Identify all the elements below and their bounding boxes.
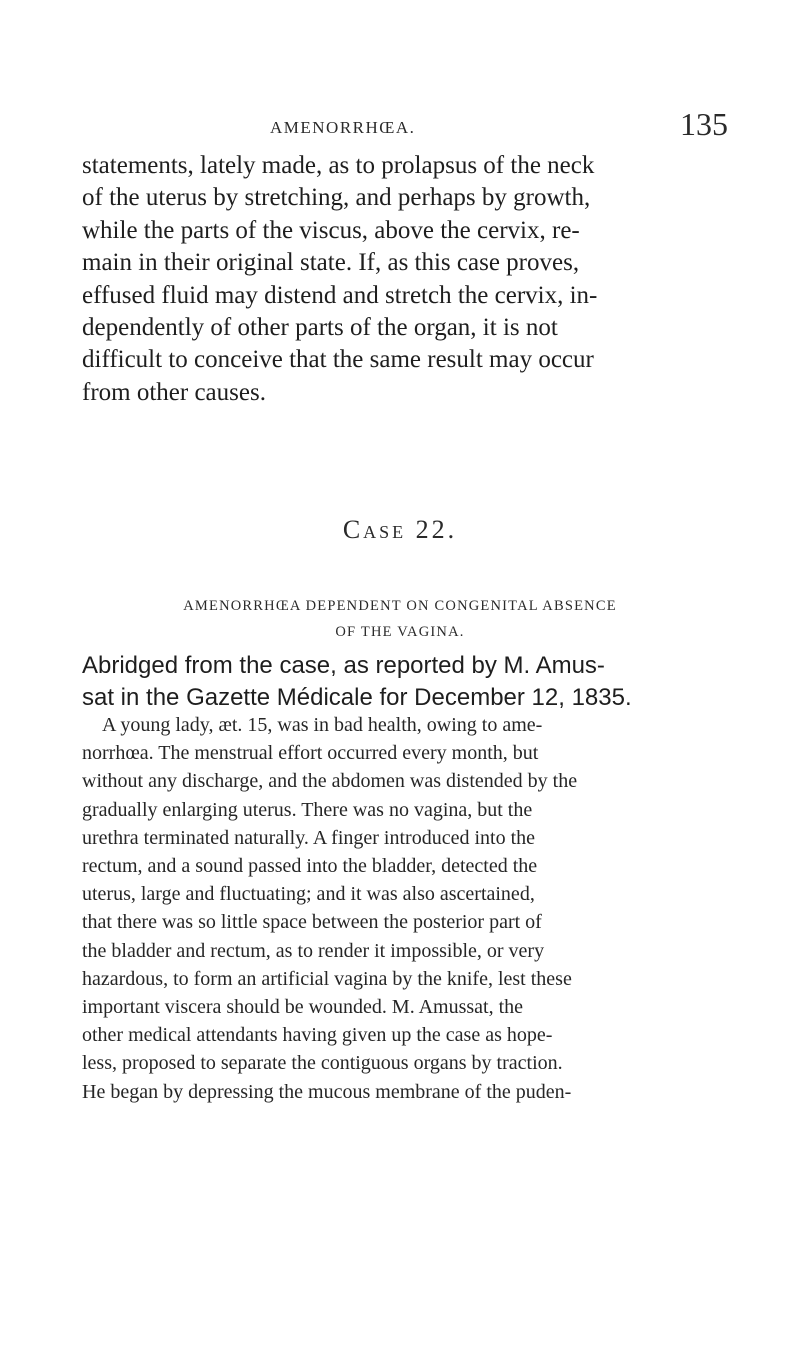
- text-line: while the parts of the viscus, above the cervix, re-: [82, 216, 580, 244]
- text-line: gradually enlarging uterus. There was no vagina, but the: [82, 798, 533, 821]
- text-line: less, proposed to separate the contiguous organs by traction.: [82, 1052, 563, 1075]
- text-line: hazardous, to form an artificial vagina by the knife, lest these: [82, 967, 572, 990]
- abridged-line: sat in the Gazette Médicale for December 12, 1835.: [82, 684, 632, 711]
- case-heading: Case 22.: [342, 515, 458, 544]
- text-line: effused fluid may distend and stretch the cervix, in-: [82, 281, 598, 309]
- text-line: dependently of other parts of the organ, it is not: [82, 314, 558, 342]
- text-line: A young lady, æt. 15, was in bad health, owing to ame-: [102, 714, 543, 736]
- text-line: difficult to conceive that the same result may occur: [82, 346, 594, 374]
- text-line: important viscera should be wounded. M. Amussat, the: [82, 996, 524, 1019]
- text-line: of the uterus by stretching, and perhaps by growth,: [82, 184, 591, 212]
- case-body: [82, 711, 722, 1106]
- text-line: without any discharge, and the abdomen was distended by the: [82, 770, 578, 793]
- opening-paragraph: [82, 150, 722, 409]
- text-line: urethra terminated naturally. A finger introduced into the: [82, 826, 535, 849]
- text-line: the bladder and rectum, as to render it impossible, or very: [82, 939, 545, 962]
- case-subtitle: [60, 593, 740, 645]
- text-line: rectum, and a sound passed into the bladder, detected the: [82, 855, 538, 878]
- page-number: 135: [680, 106, 728, 142]
- abridged-note: [82, 650, 732, 714]
- text-line: that there was so little space between the posterior part of: [82, 911, 542, 934]
- text-line: statements, lately made, as to prolapsus of the neck: [82, 152, 595, 179]
- text-line: from other causes.: [82, 378, 266, 406]
- abridged-line: Abridged from the case, as reported by M. Amus-: [82, 652, 605, 679]
- text-line: norrhœa. The menstrual effort occurred every month, but: [82, 742, 539, 765]
- running-head: [0, 106, 800, 140]
- subtitle-line: OF THE VAGINA.: [335, 624, 465, 640]
- text-line: uterus, large and fluctuating; and it was also ascertained,: [82, 883, 535, 906]
- text-line: main in their original state. If, as this case proves,: [82, 249, 580, 277]
- text-line: other medical attendants having given up the case as hope-: [82, 1024, 553, 1047]
- text-line: He began by depressing the mucous membrane of the puden-: [82, 1080, 572, 1103]
- subtitle-line: AMENORRHŒA DEPENDENT ON CONGENITAL ABSENCE: [183, 598, 617, 614]
- running-title: AMENORRHŒA.: [270, 118, 416, 137]
